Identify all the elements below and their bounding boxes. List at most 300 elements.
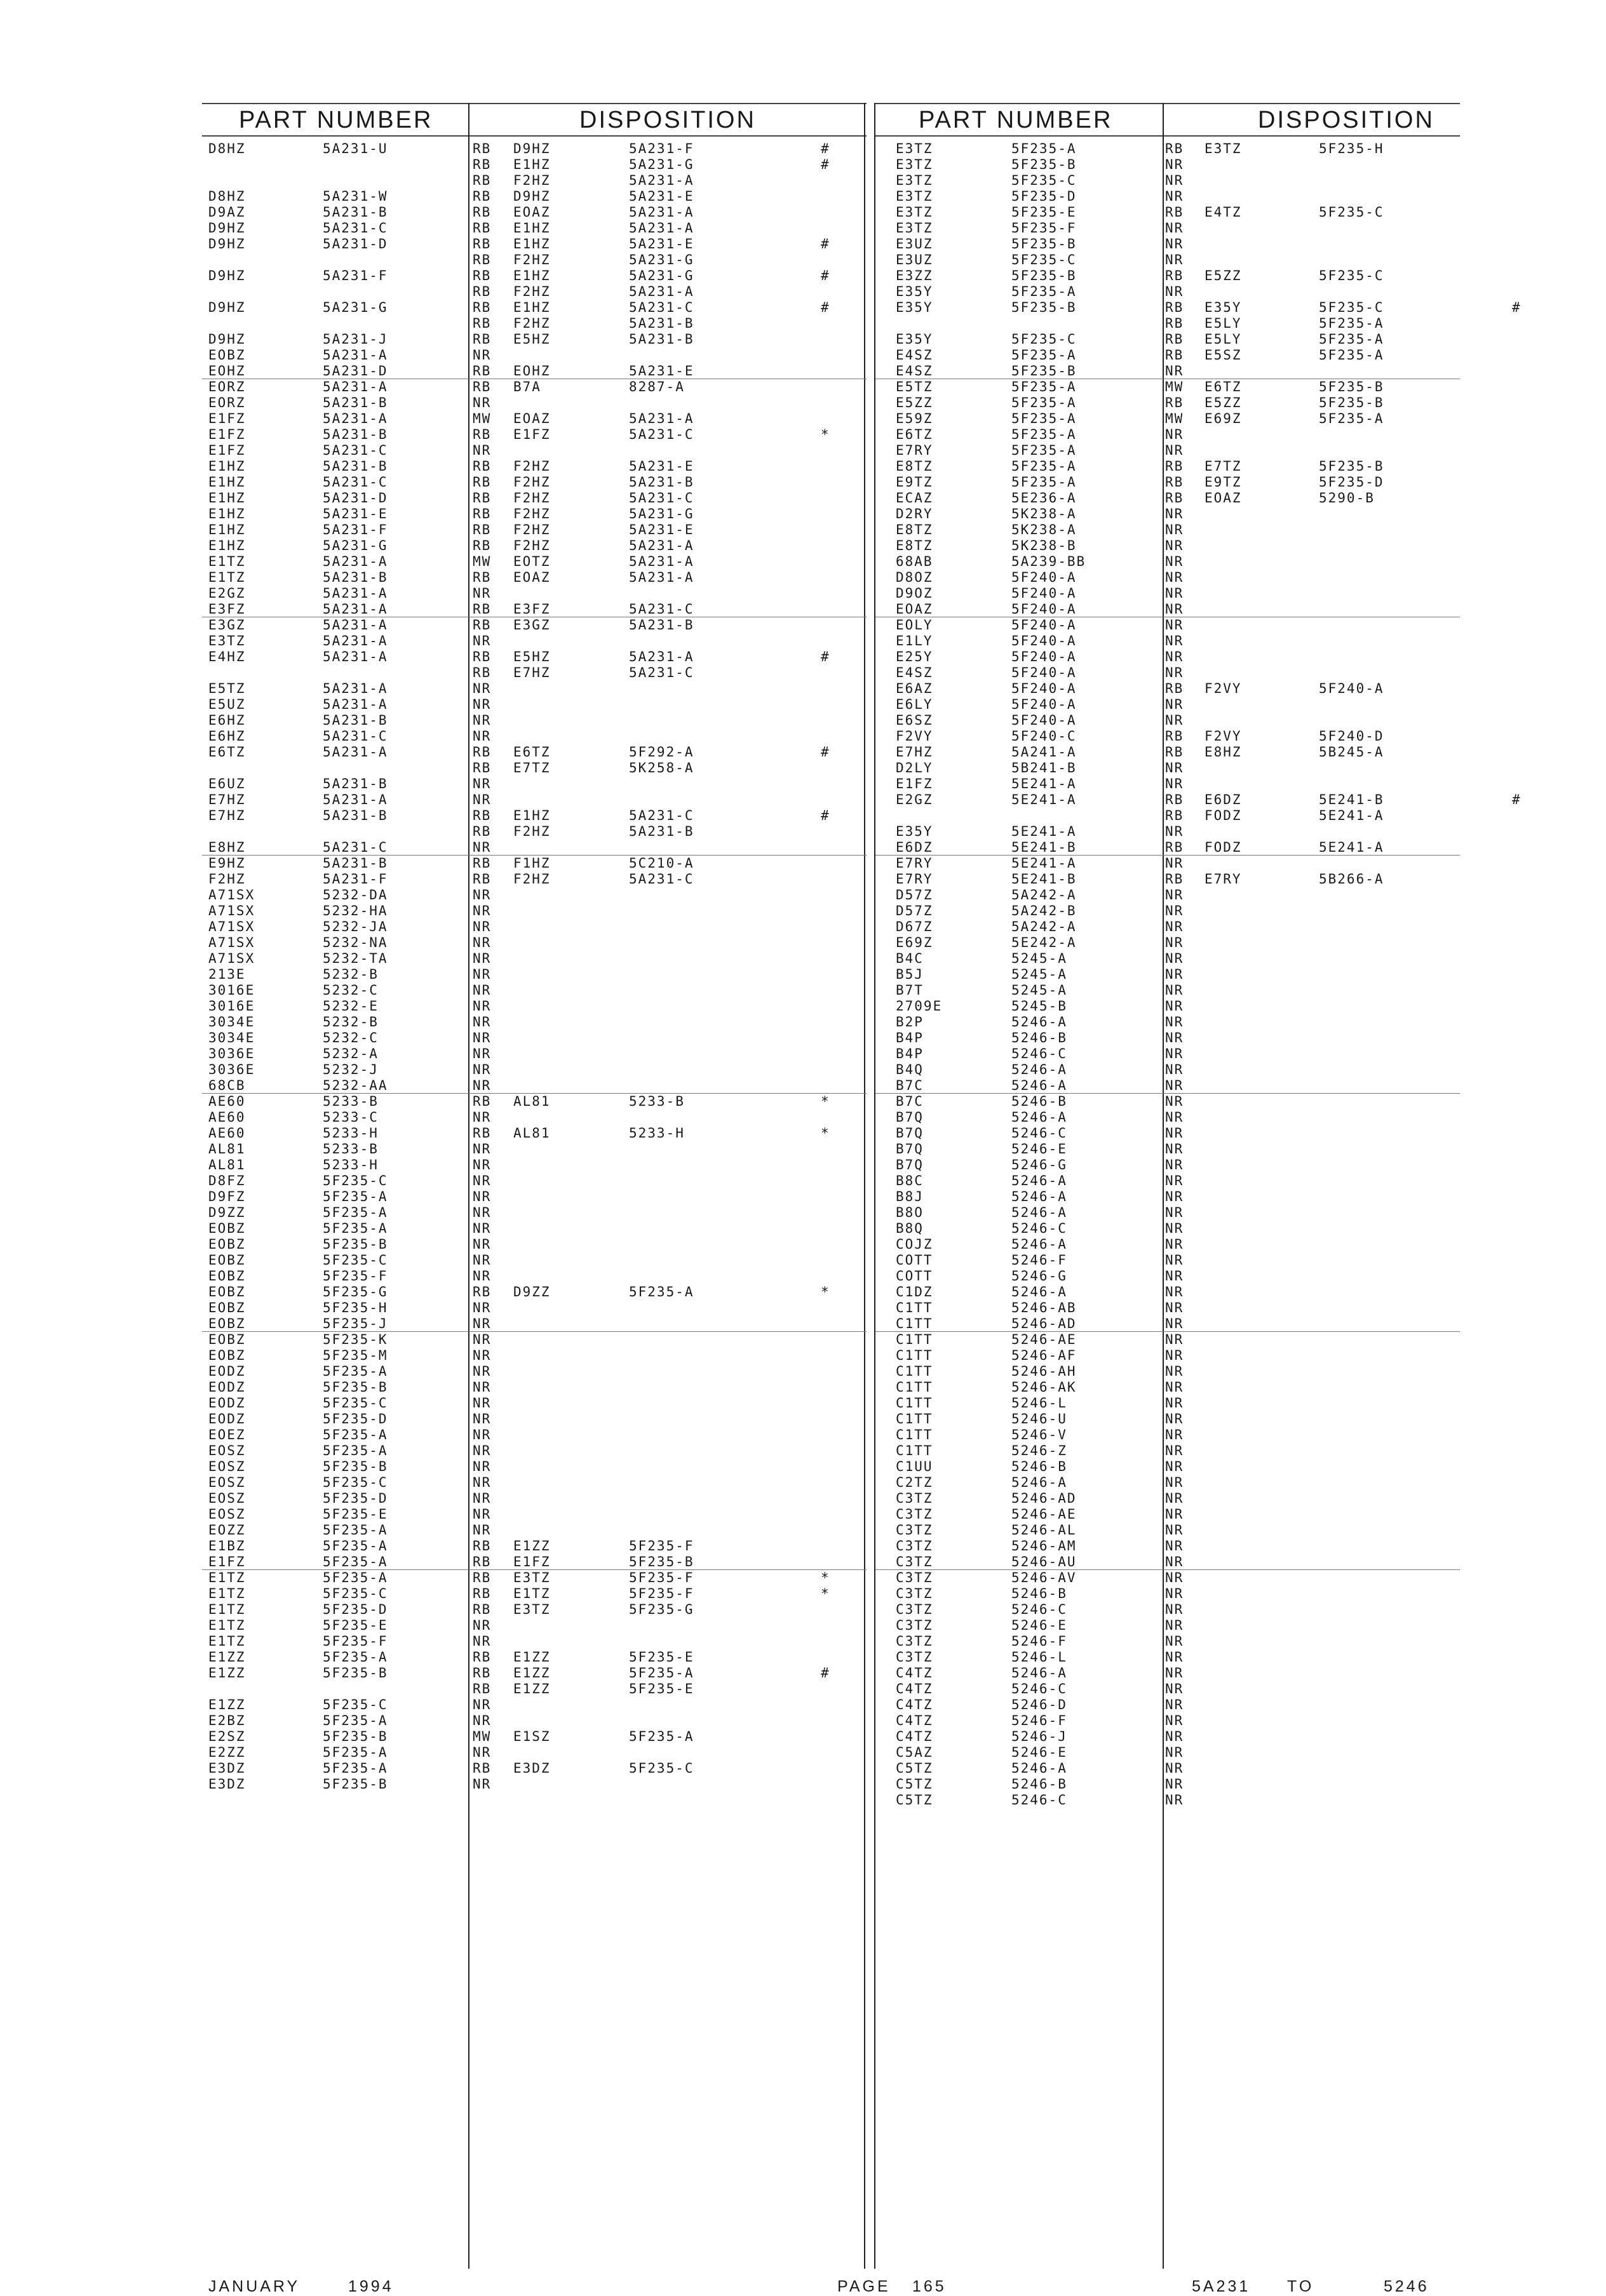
cell-new-base: 5F235-B — [1319, 395, 1384, 410]
cell-new-base: 5E241-B — [1319, 792, 1384, 807]
cell-code: NR — [473, 919, 492, 934]
cell-prefix: 213E — [208, 967, 246, 982]
cell-prefix: 3034E — [208, 1030, 255, 1045]
cell-new-prefix: AL81 — [513, 1125, 551, 1141]
cell-new-base: 5F235-G — [629, 1602, 694, 1617]
cell-base: 5F235-A — [323, 1427, 388, 1442]
cell-new-prefix: E1HZ — [513, 236, 551, 252]
cell-note: # — [1512, 792, 1522, 807]
cell-code: NR — [1165, 1030, 1184, 1045]
cell-base: 5246-F — [1011, 1713, 1067, 1728]
cell-code: RB — [473, 760, 492, 775]
cell-prefix: B7C — [896, 1094, 924, 1109]
cell-new-base: 5A231-B — [629, 617, 694, 633]
cell-prefix: E6AZ — [896, 681, 933, 696]
cell-code: NR — [473, 395, 492, 410]
right-disposition-header: DISPOSITION — [1258, 107, 1434, 133]
cell-base: 5246-C — [1011, 1046, 1067, 1061]
cell-prefix: 68CB — [208, 1078, 246, 1093]
cell-prefix: E1ZZ — [208, 1665, 246, 1681]
cell-base: 5F235-E — [323, 1618, 388, 1633]
cell-new-prefix: F2VY — [1204, 681, 1242, 696]
cell-new-base: 5F240-A — [1319, 681, 1384, 696]
cell-prefix: D57Z — [896, 887, 933, 903]
cell-base: 5246-A — [1011, 1062, 1067, 1077]
cell-prefix: B8J — [896, 1189, 924, 1204]
cell-base: 5246-A — [1011, 1205, 1067, 1220]
group-separator — [202, 1331, 867, 1332]
cell-code: NR — [473, 1300, 492, 1315]
cell-note: # — [821, 1665, 830, 1681]
cell-code: NR — [1165, 1348, 1184, 1363]
cell-new-prefix: E8HZ — [1204, 744, 1242, 760]
cell-code: MW — [473, 411, 492, 426]
cell-code: NR — [1165, 1697, 1184, 1712]
cell-base: 5A231-B — [323, 570, 388, 585]
cell-prefix: E3TZ — [896, 141, 933, 156]
cell-prefix: C4TZ — [896, 1665, 933, 1681]
cell-base: 5245-A — [1011, 951, 1067, 966]
cell-note: # — [1512, 300, 1522, 315]
cell-base: 5246-AH — [1011, 1364, 1077, 1379]
cell-prefix: E1FZ — [896, 776, 933, 791]
cell-new-prefix: FODZ — [1204, 840, 1242, 855]
cell-code: NR — [473, 1443, 492, 1458]
cell-code: NR — [473, 1173, 492, 1188]
cell-base: 5F235-A — [1011, 427, 1077, 442]
cell-prefix: C3TZ — [896, 1602, 933, 1617]
cell-prefix: E3TZ — [896, 220, 933, 236]
cell-base: 5F235-A — [1011, 459, 1077, 474]
cell-new-prefix: E1ZZ — [513, 1681, 551, 1696]
cell-base: 5F240-A — [1011, 697, 1077, 712]
cell-new-prefix: F2HZ — [513, 459, 551, 474]
cell-base: 5246-A — [1011, 1078, 1067, 1093]
cell-base: 5A231-B — [323, 713, 388, 728]
cell-prefix: A71SX — [208, 887, 255, 903]
cell-new-prefix: E4TZ — [1204, 205, 1242, 220]
cell-new-prefix: F2HZ — [513, 474, 551, 490]
cell-code: RB — [473, 1284, 492, 1299]
cell-code: NR — [1165, 173, 1184, 188]
cell-new-base: 5A231-F — [629, 141, 694, 156]
cell-new-prefix: E69Z — [1204, 411, 1242, 426]
cell-base: 5F240-A — [1011, 649, 1077, 664]
cell-prefix: D9FZ — [208, 1189, 246, 1204]
cell-prefix: E7RY — [896, 871, 933, 887]
cell-base: 5246-AB — [1011, 1300, 1077, 1315]
cell-base: 5F235-H — [323, 1300, 388, 1315]
cell-prefix: C1DZ — [896, 1284, 933, 1299]
cell-base: 5246-A — [1011, 1237, 1067, 1252]
cell-new-base: 5F235-F — [629, 1538, 694, 1554]
cell-code: NR — [1165, 363, 1184, 379]
cell-code: RB — [473, 1586, 492, 1601]
cell-new-prefix: F2HZ — [513, 316, 551, 331]
cell-note: * — [821, 427, 830, 442]
cell-prefix: B7Q — [896, 1125, 924, 1141]
cell-prefix: C1TT — [896, 1364, 933, 1379]
cell-code: NR — [473, 1697, 492, 1712]
cell-prefix: E1FZ — [208, 1554, 246, 1569]
cell-new-base: 5A231-G — [629, 506, 694, 521]
cell-new-base: 5F235-A — [629, 1665, 694, 1681]
cell-base: 5F235-B — [1011, 363, 1077, 379]
cell-base: 5F235-A — [323, 1189, 388, 1204]
footer-page-label: PAGE — [837, 2278, 891, 2295]
cell-new-prefix: E3DZ — [513, 1761, 551, 1776]
cell-code: RB — [473, 300, 492, 315]
cell-base: 5232-HA — [323, 903, 388, 918]
cell-prefix: E3GZ — [208, 617, 246, 633]
cell-note: # — [821, 268, 830, 283]
cell-base: 5245-A — [1011, 983, 1067, 998]
cell-prefix: E1HZ — [208, 459, 246, 474]
cell-new-prefix: E5LY — [1204, 316, 1242, 331]
cell-prefix: E1TZ — [208, 1570, 246, 1585]
cell-prefix: AE60 — [208, 1094, 246, 1109]
cell-new-prefix: E1ZZ — [513, 1649, 551, 1665]
cell-prefix: E6LY — [896, 697, 933, 712]
cell-note: # — [821, 808, 830, 823]
cell-code: NR — [1165, 1014, 1184, 1030]
cell-base: 5246-AE — [1011, 1507, 1077, 1522]
cell-prefix: E1ZZ — [208, 1697, 246, 1712]
cell-prefix: E6UZ — [208, 776, 246, 791]
cell-new-prefix: F2HZ — [513, 173, 551, 188]
cell-code: NR — [473, 792, 492, 807]
cell-new-prefix: E1HZ — [513, 808, 551, 823]
cell-new-base: 5A231-C — [629, 871, 694, 887]
cell-base: 5A242-B — [1011, 903, 1077, 918]
cell-new-prefix: E7TZ — [1204, 459, 1242, 474]
cell-base: 5E241-A — [1011, 856, 1077, 871]
cell-prefix: EOBZ — [208, 1348, 246, 1363]
cell-base: 5F240-A — [1011, 681, 1077, 696]
cell-base: 5A231-F — [323, 871, 388, 887]
cell-code: RB — [473, 871, 492, 887]
cell-new-base: 5A231-A — [629, 554, 694, 569]
cell-code: NR — [473, 1332, 492, 1347]
cell-prefix: C3TZ — [896, 1634, 933, 1649]
cell-base: 5232-A — [323, 1046, 379, 1061]
cell-new-prefix: EOAZ — [513, 570, 551, 585]
cell-new-prefix: E1ZZ — [513, 1538, 551, 1554]
cell-code: NR — [473, 1491, 492, 1506]
cell-prefix: C1TT — [896, 1427, 933, 1442]
cell-code: NR — [473, 1380, 492, 1395]
cell-base: 5A231-G — [323, 538, 388, 553]
cell-code: NR — [1165, 1634, 1184, 1649]
cell-base: 5E236-A — [1011, 490, 1077, 506]
cell-prefix: E35Y — [896, 332, 933, 347]
cell-prefix: D9OZ — [896, 586, 933, 601]
cell-code: NR — [473, 1427, 492, 1442]
cell-base: 5E241-A — [1011, 792, 1077, 807]
cell-prefix: EOBZ — [208, 1268, 246, 1284]
cell-code: NR — [1165, 1586, 1184, 1601]
cell-code: NR — [1165, 1300, 1184, 1315]
cell-base: 5F235-A — [1011, 284, 1077, 299]
cell-code: NR — [473, 935, 492, 950]
cell-code: NR — [473, 681, 492, 696]
cell-new-prefix: D9ZZ — [513, 1284, 551, 1299]
cell-base: 5F235-A — [1011, 347, 1077, 363]
cell-new-base: 5A231-B — [629, 474, 694, 490]
cell-prefix: D2RY — [896, 506, 933, 521]
cell-note: * — [821, 1586, 830, 1601]
cell-code: NR — [1165, 1237, 1184, 1252]
cell-base: 5F235-B — [323, 1237, 388, 1252]
cell-prefix: D9HZ — [208, 332, 246, 347]
cell-base: 5A231-B — [323, 776, 388, 791]
cell-new-prefix: FODZ — [1204, 808, 1242, 823]
cell-code: RB — [473, 522, 492, 537]
cell-prefix: D9AZ — [208, 205, 246, 220]
cell-base: 5246-E — [1011, 1745, 1067, 1760]
cell-new-prefix: EOAZ — [513, 411, 551, 426]
cell-prefix: EORZ — [208, 395, 246, 410]
cell-base: 5246-C — [1011, 1681, 1067, 1696]
cell-base: 5232-J — [323, 1062, 379, 1077]
cell-base: 5246-C — [1011, 1125, 1067, 1141]
cell-code: NR — [1165, 1157, 1184, 1172]
cell-code: NR — [1165, 1380, 1184, 1395]
cell-base: 5F235-F — [323, 1634, 388, 1649]
cell-code: NR — [1165, 1792, 1184, 1808]
cell-base: 5F235-A — [323, 1761, 388, 1776]
cell-base: 5246-A — [1011, 1110, 1067, 1125]
cell-code: NR — [1165, 1618, 1184, 1633]
cell-base: 5F235-J — [323, 1316, 388, 1331]
cell-base: 5246-A — [1011, 1761, 1067, 1776]
cell-base: 5F235-D — [323, 1602, 388, 1617]
cell-base: 5232-TA — [323, 951, 388, 966]
cell-code: NR — [1165, 1602, 1184, 1617]
cell-new-base: 5F235-A — [1319, 347, 1384, 363]
cell-base: 5F235-A — [323, 1745, 388, 1760]
cell-code: NR — [473, 443, 492, 458]
cell-base: 5246-Z — [1011, 1443, 1067, 1458]
cell-prefix: E7RY — [896, 856, 933, 871]
cell-base: 5F235-D — [323, 1491, 388, 1506]
cell-new-base: 5A231-C — [629, 601, 694, 617]
cell-code: RB — [1165, 728, 1184, 744]
cell-code: NR — [1165, 1475, 1184, 1490]
cell-prefix: B4Q — [896, 1062, 924, 1077]
cell-code: NR — [473, 1522, 492, 1538]
cell-code: RB — [473, 1570, 492, 1585]
cell-code: RB — [473, 1681, 492, 1696]
cell-code: NR — [1165, 570, 1184, 585]
cell-base: 5F235-E — [323, 1507, 388, 1522]
cell-base: 5A231-A — [323, 379, 388, 394]
cell-prefix: EOBZ — [208, 1284, 246, 1299]
cell-base: 5A231-B — [323, 856, 388, 871]
cell-new-prefix: E5HZ — [513, 649, 551, 664]
cell-base: 5A231-J — [323, 332, 388, 347]
cell-base: 5A231-C — [323, 840, 388, 855]
cell-new-prefix: E35Y — [1204, 300, 1242, 315]
cell-prefix: F2HZ — [208, 871, 246, 887]
cell-code: NR — [473, 1618, 492, 1633]
cell-code: NR — [473, 1364, 492, 1379]
cell-base: 5F235-A — [1011, 474, 1077, 490]
cell-code: NR — [1165, 1189, 1184, 1204]
cell-base: 5246-E — [1011, 1618, 1067, 1633]
cell-code: RB — [473, 220, 492, 236]
cell-base: 5246-B — [1011, 1459, 1067, 1474]
cell-prefix: EOSZ — [208, 1459, 246, 1474]
footer-range-to: 5246 — [1384, 2278, 1429, 2295]
cell-code: NR — [1165, 633, 1184, 648]
cell-prefix: A71SX — [208, 919, 255, 934]
cell-prefix: C3TZ — [896, 1570, 933, 1585]
cell-code: RB — [473, 490, 492, 506]
cell-code: NR — [1165, 697, 1184, 712]
cell-new-prefix: F2HZ — [513, 284, 551, 299]
cell-new-prefix: E1HZ — [513, 300, 551, 315]
cell-code: RB — [473, 538, 492, 553]
cell-new-base: 5F235-A — [629, 1284, 694, 1299]
cell-new-base: 5F235-F — [629, 1586, 694, 1601]
cell-base: 5A231-E — [323, 506, 388, 521]
cell-base: 5F235-A — [1011, 379, 1077, 394]
cell-base: 5E241-B — [1011, 871, 1077, 887]
cell-code: NR — [1165, 1395, 1184, 1411]
cell-base: 5233-H — [323, 1125, 379, 1141]
cell-new-base: 5290-B — [1319, 490, 1375, 506]
cell-new-prefix: E6DZ — [1204, 792, 1242, 807]
cell-base: 5F235-C — [323, 1173, 388, 1188]
cell-prefix: E1TZ — [208, 1602, 246, 1617]
cell-new-prefix: E3TZ — [513, 1570, 551, 1585]
cell-new-prefix: F2HZ — [513, 506, 551, 521]
right-part-number-header: PART NUMBER — [919, 107, 1113, 133]
cell-new-prefix: E6TZ — [1204, 379, 1242, 394]
cell-prefix: E7HZ — [208, 792, 246, 807]
cell-prefix: B4C — [896, 951, 924, 966]
cell-prefix: EOSZ — [208, 1443, 246, 1458]
cell-code: NR — [473, 983, 492, 998]
cell-code: NR — [1165, 1665, 1184, 1681]
cell-prefix: EOEZ — [208, 1427, 246, 1442]
cell-prefix: EOSZ — [208, 1491, 246, 1506]
cell-new-base: 5F235-E — [629, 1681, 694, 1696]
cell-code: NR — [473, 713, 492, 728]
cell-prefix: C3TZ — [896, 1507, 933, 1522]
cell-code: NR — [1165, 1205, 1184, 1220]
cell-new-base: 5E241-A — [1319, 840, 1384, 855]
cell-prefix: E3DZ — [208, 1776, 246, 1792]
cell-code: RB — [1165, 300, 1184, 315]
cell-new-base: 5233-B — [629, 1094, 685, 1109]
cell-prefix: E4SZ — [896, 363, 933, 379]
cell-base: 5A231-A — [323, 649, 388, 664]
cell-code: RB — [1165, 332, 1184, 347]
cell-new-base: 5F292-A — [629, 744, 694, 760]
cell-new-base: 5A231-B — [629, 316, 694, 331]
cell-base: 5A231-A — [323, 411, 388, 426]
cell-base: 5246-F — [1011, 1252, 1067, 1268]
left-disposition-header: DISPOSITION — [579, 107, 756, 133]
left-column-divider — [468, 103, 469, 2269]
cell-prefix: C3TZ — [896, 1538, 933, 1554]
cell-prefix: E8HZ — [208, 840, 246, 855]
cell-prefix: F2VY — [896, 728, 933, 744]
cell-code: RB — [473, 506, 492, 521]
cell-code: NR — [1165, 1761, 1184, 1776]
cell-base: 5246-L — [1011, 1649, 1067, 1665]
cell-prefix: COJZ — [896, 1237, 933, 1252]
cell-code: NR — [1165, 1316, 1184, 1331]
cell-base: 5F240-A — [1011, 633, 1077, 648]
cell-prefix: E3UZ — [896, 236, 933, 252]
cell-base: 5E242-A — [1011, 935, 1077, 950]
cell-code: NR — [473, 1237, 492, 1252]
cell-base: 5246-AM — [1011, 1538, 1077, 1554]
cell-prefix: E1TZ — [208, 570, 246, 585]
cell-prefix: C4TZ — [896, 1729, 933, 1744]
cell-code: RB — [1165, 490, 1184, 506]
cell-base: 5F235-B — [1011, 157, 1077, 172]
cell-code: RB — [473, 808, 492, 823]
cell-base: 5K238-B — [1011, 538, 1077, 553]
cell-code: NR — [1165, 252, 1184, 267]
cell-base: 5F240-A — [1011, 601, 1077, 617]
cell-base: 5F240-A — [1011, 713, 1077, 728]
cell-prefix: C1TT — [896, 1332, 933, 1347]
cell-code: RB — [473, 856, 492, 871]
cell-new-base: 5F235-C — [1319, 205, 1384, 220]
cell-new-prefix: E5ZZ — [1204, 268, 1242, 283]
cell-base: 5232-C — [323, 983, 379, 998]
cell-code: NR — [473, 347, 492, 363]
cell-prefix: B7Q — [896, 1157, 924, 1172]
cell-prefix: D8FZ — [208, 1173, 246, 1188]
footer-page-number: 165 — [912, 2278, 947, 2295]
cell-base: 5246-A — [1011, 1665, 1067, 1681]
cell-base: 5A231-A — [323, 617, 388, 633]
cell-new-base: 5F235-E — [629, 1649, 694, 1665]
cell-prefix: D8OZ — [896, 570, 933, 585]
cell-code: RB — [473, 427, 492, 442]
cell-prefix: EOAZ — [896, 601, 933, 617]
cell-prefix: 3034E — [208, 1014, 255, 1030]
cell-code: NR — [1165, 1570, 1184, 1585]
cell-base: 5A242-A — [1011, 887, 1077, 903]
cell-prefix: E59Z — [896, 411, 933, 426]
cell-new-base: 5F235-A — [1319, 332, 1384, 347]
cell-code: NR — [1165, 601, 1184, 617]
cell-base: 5A231-B — [323, 427, 388, 442]
cell-new-base: 5A231-G — [629, 157, 694, 172]
cell-prefix: 3036E — [208, 1046, 255, 1061]
cell-code: NR — [1165, 665, 1184, 680]
cell-new-base: 8287-A — [629, 379, 685, 394]
cell-code: RB — [1165, 316, 1184, 331]
footer-date-month: JANUARY — [208, 2278, 300, 2295]
cell-code: NR — [1165, 220, 1184, 236]
cell-base: 5A231-A — [323, 792, 388, 807]
cell-base: 5F235-K — [323, 1332, 388, 1347]
cell-base: 5A231-A — [323, 744, 388, 760]
cell-base: 5F235-A — [323, 1649, 388, 1665]
cell-code: NR — [473, 1776, 492, 1792]
cell-prefix: EOSZ — [208, 1507, 246, 1522]
cell-base: 5F240-A — [1011, 586, 1077, 601]
cell-prefix: E3ZZ — [896, 268, 933, 283]
